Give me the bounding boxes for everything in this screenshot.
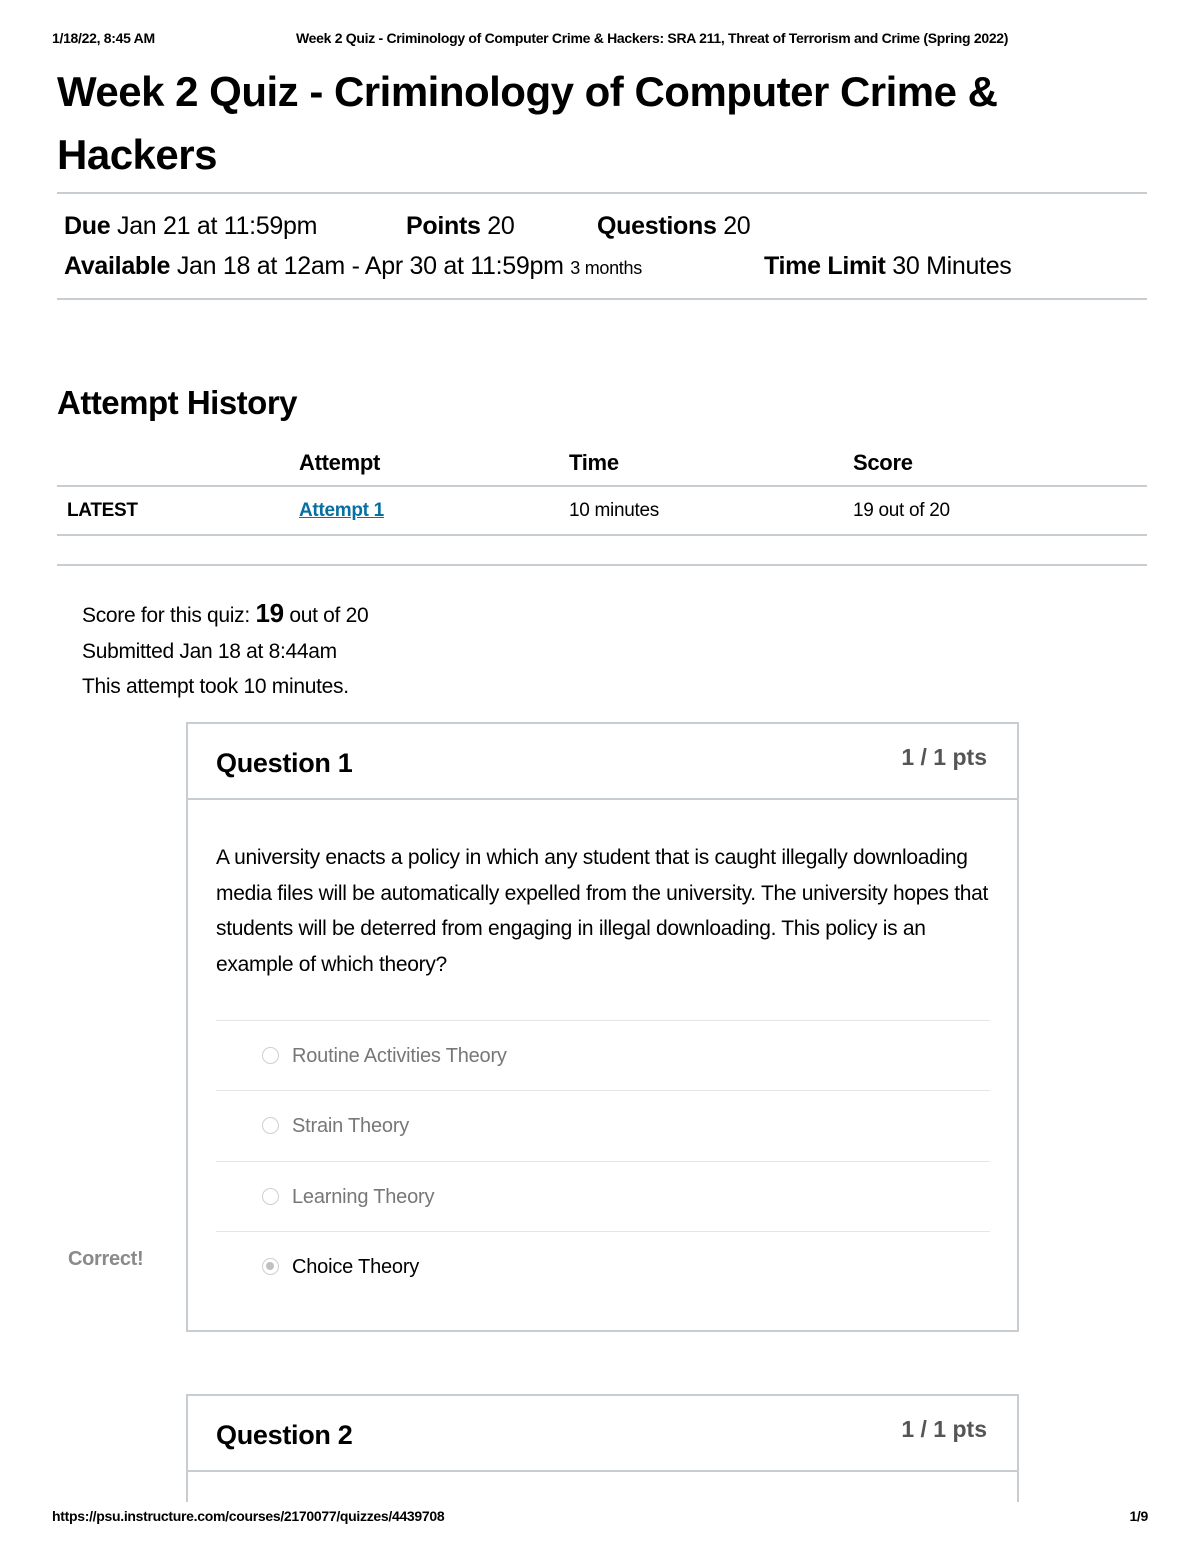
answer-label: Learning Theory xyxy=(292,1186,435,1208)
answer-option-selected[interactable] xyxy=(216,1231,990,1301)
print-header xyxy=(52,30,1148,50)
column-header-time: Time xyxy=(569,450,619,475)
attempt-duration: This attempt took 10 minutes. xyxy=(82,675,349,698)
answer-option[interactable] xyxy=(216,1161,990,1231)
question-1-points: 1 / 1 pts xyxy=(901,744,987,770)
divider xyxy=(57,192,1147,194)
question-2-card xyxy=(186,1394,1019,1502)
answer-label: Routine Activities Theory xyxy=(292,1045,507,1067)
questions-value: 20 xyxy=(723,212,751,240)
column-header-score: Score xyxy=(853,450,913,475)
attempt-time: 10 minutes xyxy=(569,500,659,521)
latest-badge: LATEST xyxy=(67,500,138,521)
time-limit-value: 30 Minutes xyxy=(892,252,1012,280)
radio-icon[interactable] xyxy=(262,1188,279,1205)
page-number: 1/9 xyxy=(1129,1508,1148,1524)
quiz-questions xyxy=(597,212,750,241)
points-value: 20 xyxy=(487,212,515,240)
page-title: Week 2 Quiz - Criminology of Computer Crime & Hackers xyxy=(57,68,998,178)
table-row-divider xyxy=(57,534,1147,536)
question-1-card xyxy=(186,722,1019,1332)
print-url: https://psu.instructure.com/courses/2170077/quizzes/4439708 xyxy=(52,1508,445,1524)
due-value: Jan 21 at 11:59pm xyxy=(117,212,318,240)
quiz-score-summary xyxy=(82,598,368,629)
score-suffix: out of 20 xyxy=(289,604,369,627)
quiz-time-limit xyxy=(764,252,1012,281)
answer-option[interactable] xyxy=(216,1020,990,1090)
available-duration: 3 months xyxy=(570,258,642,278)
question-2-title: Question 2 xyxy=(216,1420,353,1450)
quiz-points xyxy=(406,212,514,241)
points-label: Points xyxy=(406,212,481,240)
print-footer xyxy=(52,1508,1148,1528)
time-limit-label: Time Limit xyxy=(764,252,886,280)
print-doc-title: Week 2 Quiz - Criminology of Computer Crime & Hackers: SRA 211, Threat of Terrorism and Crime (Spring 2022) xyxy=(296,30,1009,46)
question-1-text: A university enacts a policy in which any student that is caught illegally downloading media files will be automatically expelled from the university. The university hopes that students will be deterred from engaging in illegal downloading. This policy is an example of which theory? xyxy=(216,846,989,976)
divider xyxy=(57,564,1147,566)
answer-label: Choice Theory xyxy=(292,1256,420,1278)
question-1-title: Question 1 xyxy=(216,748,353,778)
answer-label: Strain Theory xyxy=(292,1115,410,1137)
print-datetime: 1/18/22, 8:45 AM xyxy=(52,30,155,46)
available-label: Available xyxy=(64,252,171,280)
question-2-header xyxy=(188,1396,1017,1472)
radio-icon[interactable] xyxy=(262,1117,279,1134)
submitted-time: Submitted Jan 18 at 8:44am xyxy=(82,640,337,663)
due-label: Due xyxy=(64,212,111,240)
divider xyxy=(57,298,1147,300)
quiz-due xyxy=(64,212,317,241)
table-header-divider xyxy=(57,485,1147,487)
attempt-score: 19 out of 20 xyxy=(853,500,950,521)
radio-icon[interactable] xyxy=(262,1047,279,1064)
attempt-1-link[interactable]: Attempt 1 xyxy=(299,500,384,521)
column-header-attempt: Attempt xyxy=(299,450,381,475)
questions-label: Questions xyxy=(597,212,717,240)
radio-checked-icon[interactable] xyxy=(262,1258,279,1275)
available-value: Jan 18 at 12am - Apr 30 at 11:59pm xyxy=(176,252,564,280)
question-1-header xyxy=(188,724,1017,800)
score-value: 19 xyxy=(255,598,284,628)
quiz-available xyxy=(64,252,642,281)
correct-answer-tag: Correct! xyxy=(68,1248,144,1270)
attempt-history-title: Attempt History xyxy=(57,384,298,421)
score-label: Score for this quiz: xyxy=(82,604,250,627)
answer-option[interactable] xyxy=(216,1090,990,1160)
question-2-points: 1 / 1 pts xyxy=(901,1416,987,1442)
